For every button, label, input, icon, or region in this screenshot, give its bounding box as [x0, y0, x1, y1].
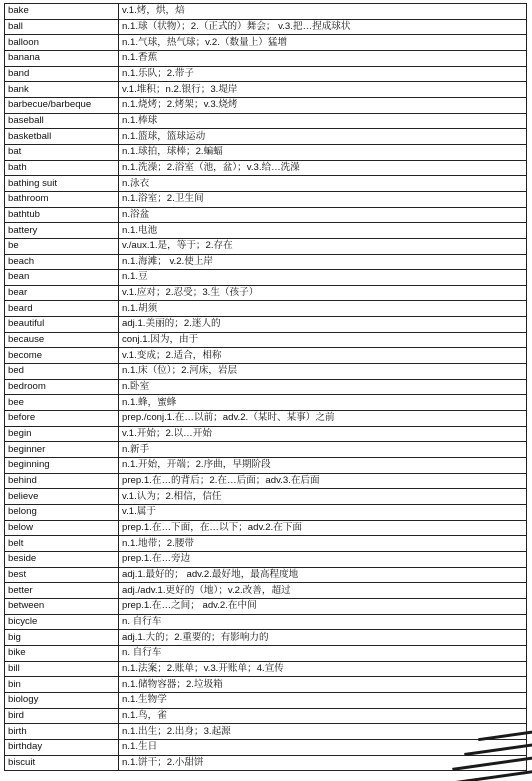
- definition-cell: prep.1.在…的背后；2.在…后面；adv.3.在后面: [119, 473, 527, 489]
- definition-cell: adj./adv.1.更好的（地）；v.2.改善，超过: [119, 583, 527, 599]
- table-row: [5, 270, 527, 286]
- table-row: [5, 411, 527, 427]
- word-cell: ball: [5, 19, 119, 35]
- table-row: [5, 129, 527, 145]
- definition-cell: n.浴盆: [119, 207, 527, 223]
- word-cell: belong: [5, 505, 119, 521]
- definition-cell: n.1.蜂，蜜蜂: [119, 395, 527, 411]
- table-row: [5, 645, 527, 661]
- table-row: [5, 35, 527, 51]
- table-row: [5, 285, 527, 301]
- vocabulary-table: [4, 3, 527, 771]
- table-row: [5, 50, 527, 66]
- word-cell: be: [5, 238, 119, 254]
- table-row: [5, 301, 527, 317]
- definition-cell: n.新手: [119, 442, 527, 458]
- word-cell: baseball: [5, 113, 119, 129]
- table-row: [5, 505, 527, 521]
- table-row: [5, 113, 527, 129]
- table-row: [5, 458, 527, 474]
- table-row: [5, 724, 527, 740]
- definition-cell: adj.1.美丽的；2.迷人的: [119, 317, 527, 333]
- definition-cell: adj.1.大的；2.重要的；有影响力的: [119, 630, 527, 646]
- word-cell: band: [5, 66, 119, 82]
- word-cell: bath: [5, 160, 119, 176]
- definition-cell: v.1.烤，烘，焙: [119, 4, 527, 20]
- table-row: [5, 426, 527, 442]
- word-cell: behind: [5, 473, 119, 489]
- word-cell: bathing suit: [5, 176, 119, 192]
- definition-cell: n.1.浴室；2.卫生间: [119, 191, 527, 207]
- word-cell: bean: [5, 270, 119, 286]
- table-row: [5, 692, 527, 708]
- table-row: [5, 223, 527, 239]
- definition-cell: n.泳衣: [119, 176, 527, 192]
- definition-cell: v.1.变成；2.适合，相称: [119, 348, 527, 364]
- word-cell: become: [5, 348, 119, 364]
- word-cell: biology: [5, 692, 119, 708]
- word-cell: belt: [5, 536, 119, 552]
- table-row: [5, 364, 527, 380]
- table-row: [5, 379, 527, 395]
- table-row: [5, 238, 527, 254]
- word-cell: bill: [5, 661, 119, 677]
- word-cell: bank: [5, 82, 119, 98]
- word-cell: beside: [5, 551, 119, 567]
- word-cell: bathtub: [5, 207, 119, 223]
- definition-cell: prep./conj.1.在…以前；adv.2.（某时、某事）之前: [119, 411, 527, 427]
- table-row: [5, 567, 527, 583]
- word-cell: beginning: [5, 458, 119, 474]
- word-cell: better: [5, 583, 119, 599]
- definition-cell: n.1.篮球，篮球运动: [119, 129, 527, 145]
- table-row: [5, 520, 527, 536]
- word-cell: biscuit: [5, 755, 119, 771]
- definition-cell: n.1.饼干；2.小甜饼: [119, 755, 527, 771]
- table-row: [5, 191, 527, 207]
- definition-cell: prep.1.在…之间； adv.2.在中间: [119, 598, 527, 614]
- table-row: [5, 708, 527, 724]
- definition-cell: n.卧室: [119, 379, 527, 395]
- definition-cell: n.1.鸟，雀: [119, 708, 527, 724]
- word-cell: below: [5, 520, 119, 536]
- word-cell: bee: [5, 395, 119, 411]
- table-row: [5, 536, 527, 552]
- definition-cell: n.1.球（状物）；2.（正式的）舞会； v.3.把…捏成球状: [119, 19, 527, 35]
- definition-cell: n.1.棒球: [119, 113, 527, 129]
- word-cell: big: [5, 630, 119, 646]
- table-row: [5, 97, 527, 113]
- table-row: [5, 551, 527, 567]
- word-cell: beginner: [5, 442, 119, 458]
- table-row: [5, 176, 527, 192]
- table-row: [5, 677, 527, 693]
- definition-cell: n.1.出生；2.出身；3.起源: [119, 724, 527, 740]
- definition-cell: adj.1.最好的； adv.2.最好地，最高程度地: [119, 567, 527, 583]
- definition-cell: n.1.洗澡；2.浴室（池，盆）；v.3.给…洗澡: [119, 160, 527, 176]
- definition-cell: n.1.生物学: [119, 692, 527, 708]
- word-cell: banana: [5, 50, 119, 66]
- definition-cell: n. 自行车: [119, 614, 527, 630]
- word-cell: basketball: [5, 129, 119, 145]
- definition-cell: n.1.胡须: [119, 301, 527, 317]
- definition-cell: n.1.地带；2.腰带: [119, 536, 527, 552]
- word-cell: bear: [5, 285, 119, 301]
- word-cell: between: [5, 598, 119, 614]
- table-row: [5, 4, 527, 20]
- table-row: [5, 19, 527, 35]
- word-cell: begin: [5, 426, 119, 442]
- definition-cell: n.1.豆: [119, 270, 527, 286]
- definition-cell: n.1.球拍，球棒；2.蝙蝠: [119, 144, 527, 160]
- definition-cell: conj.1.因为，由于: [119, 332, 527, 348]
- word-cell: bed: [5, 364, 119, 380]
- table-row: [5, 442, 527, 458]
- definition-cell: n.1.乐队；2.带子: [119, 66, 527, 82]
- word-cell: bathroom: [5, 191, 119, 207]
- definition-cell: v.1.应对；2.忍受；3.生（孩子）: [119, 285, 527, 301]
- word-cell: believe: [5, 489, 119, 505]
- definition-cell: v.1.认为；2.相信，信任: [119, 489, 527, 505]
- definition-cell: n.1.气球，热气球；v.2.（数量上）猛增: [119, 35, 527, 51]
- vocabulary-table-body: [5, 4, 527, 771]
- word-cell: bin: [5, 677, 119, 693]
- definition-cell: n.1.烧烤；2.烤架；v.3.烧烤: [119, 97, 527, 113]
- table-row: [5, 348, 527, 364]
- table-row: [5, 614, 527, 630]
- table-row: [5, 160, 527, 176]
- table-row: [5, 661, 527, 677]
- word-cell: bird: [5, 708, 119, 724]
- definition-cell: n.1.床（位）；2.河床，岩层: [119, 364, 527, 380]
- definition-cell: n.1.法案；2.账单；v.3.开账单；4.宣传: [119, 661, 527, 677]
- word-cell: birth: [5, 724, 119, 740]
- definition-cell: prep.1.在…下面，在…以下；adv.2.在下面: [119, 520, 527, 536]
- definition-cell: v.1.堆积；n.2.银行；3.堤岸: [119, 82, 527, 98]
- word-cell: bedroom: [5, 379, 119, 395]
- table-row: [5, 207, 527, 223]
- table-row: [5, 598, 527, 614]
- table-row: [5, 755, 527, 771]
- word-cell: bake: [5, 4, 119, 20]
- definition-cell: n.1.电池: [119, 223, 527, 239]
- definition-cell: n.1.开始，开端；2.序曲，早期阶段: [119, 458, 527, 474]
- table-row: [5, 82, 527, 98]
- definition-cell: v./aux.1.是，等于；2.存在: [119, 238, 527, 254]
- definition-cell: n.1.海滩； v.2.使上岸: [119, 254, 527, 270]
- table-row: [5, 489, 527, 505]
- table-row: [5, 473, 527, 489]
- word-cell: best: [5, 567, 119, 583]
- word-cell: beach: [5, 254, 119, 270]
- table-row: [5, 583, 527, 599]
- definition-cell: n.1.生日: [119, 739, 527, 755]
- word-cell: bicycle: [5, 614, 119, 630]
- word-cell: bike: [5, 645, 119, 661]
- word-cell: barbecue/barbeque: [5, 97, 119, 113]
- definition-cell: n. 自行车: [119, 645, 527, 661]
- word-cell: because: [5, 332, 119, 348]
- table-row: [5, 317, 527, 333]
- definition-cell: prep.1.在…旁边: [119, 551, 527, 567]
- table-row: [5, 395, 527, 411]
- definition-cell: v.1.属于: [119, 505, 527, 521]
- word-cell: birthday: [5, 739, 119, 755]
- word-cell: bat: [5, 144, 119, 160]
- table-row: [5, 739, 527, 755]
- word-cell: beautiful: [5, 317, 119, 333]
- word-cell: battery: [5, 223, 119, 239]
- word-cell: before: [5, 411, 119, 427]
- definition-cell: n.1.香蕉: [119, 50, 527, 66]
- table-row: [5, 332, 527, 348]
- table-row: [5, 144, 527, 160]
- definition-cell: n.1.储物容器；2.垃圾箱: [119, 677, 527, 693]
- word-cell: balloon: [5, 35, 119, 51]
- table-row: [5, 630, 527, 646]
- definition-cell: v.1.开始；2.以…开始: [119, 426, 527, 442]
- table-row: [5, 66, 527, 82]
- word-cell: beard: [5, 301, 119, 317]
- table-row: [5, 254, 527, 270]
